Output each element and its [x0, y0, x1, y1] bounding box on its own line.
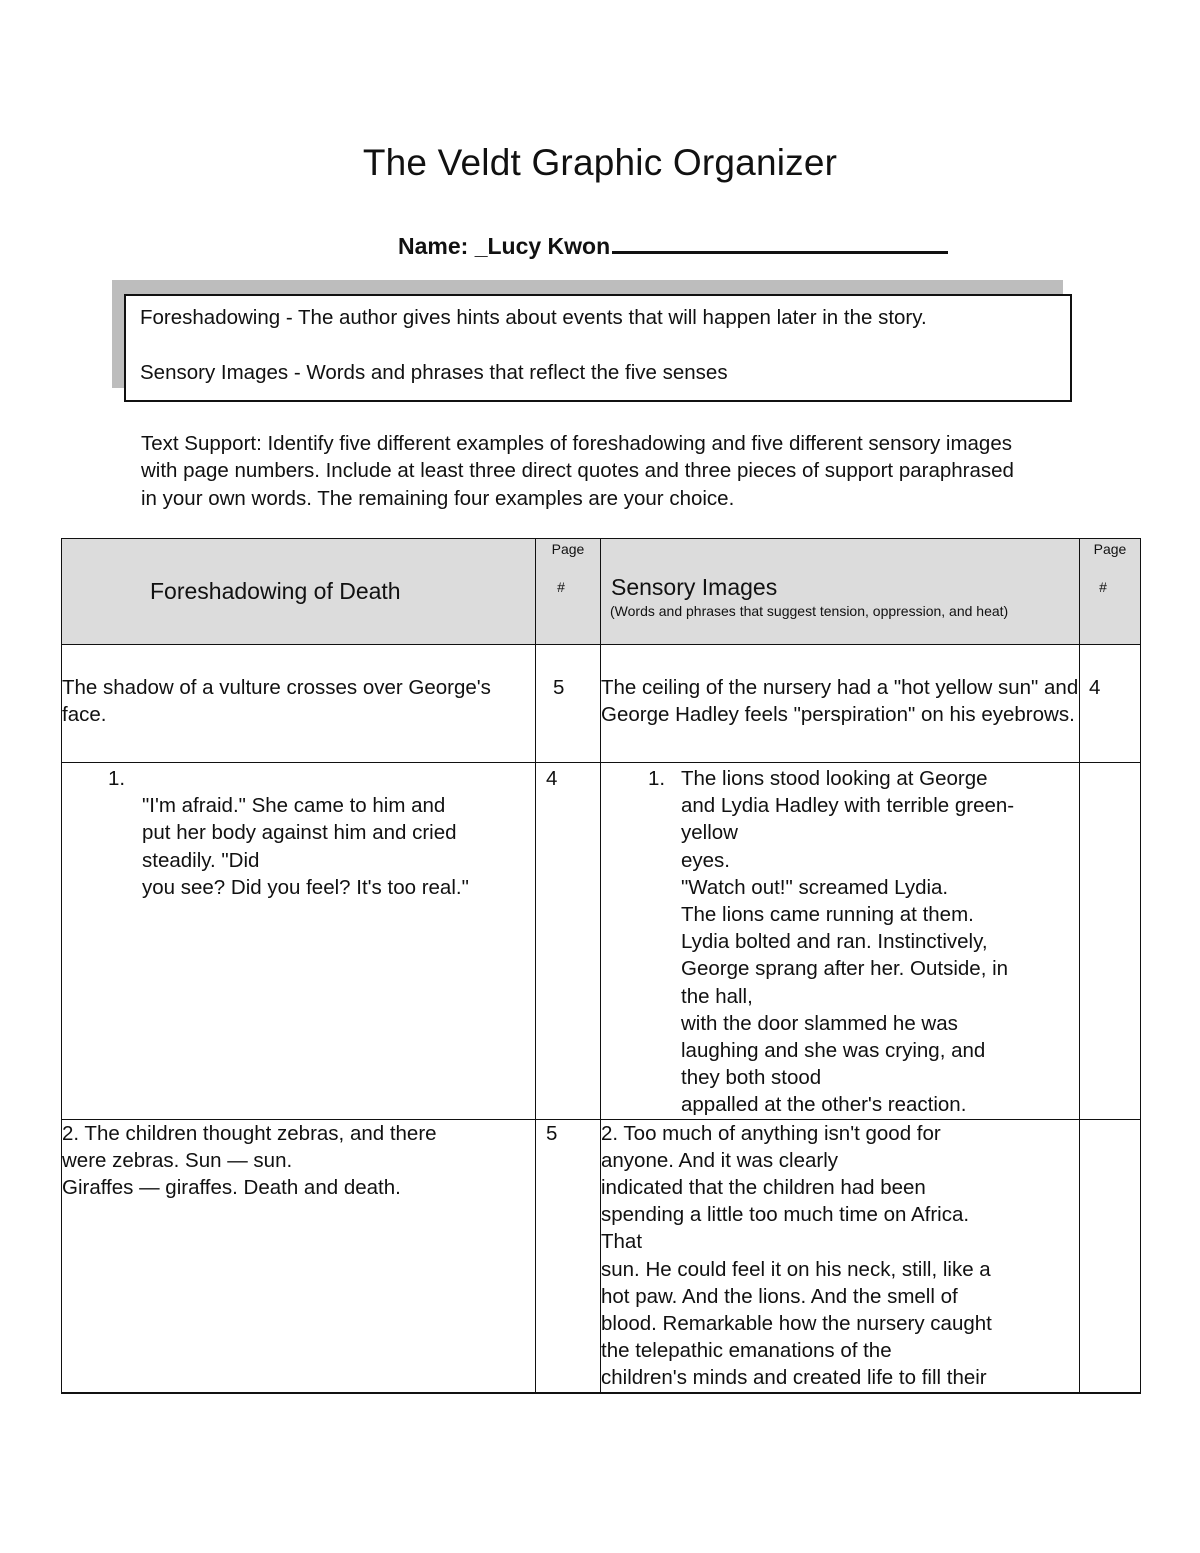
header-sensory-label: Sensory Images	[611, 574, 778, 600]
header-sensory	[601, 539, 1080, 645]
quote-line: with the door slammed he was	[681, 1011, 958, 1035]
quote-line: laughing and she was crying, and	[681, 1039, 986, 1063]
quote-line: they both stood	[681, 1066, 822, 1090]
quote-line: put her body against him and cried	[142, 821, 457, 845]
quote-line: blood. Remarkable how the nursery caught	[601, 1312, 992, 1336]
quote-line: 2. The children thought zebras, and there	[62, 1121, 437, 1145]
quote-line: anyone. And it was clearly	[601, 1148, 839, 1172]
foreshadowing-cell	[62, 763, 536, 1120]
quote-line: eyes.	[681, 848, 730, 872]
name-underline	[612, 251, 948, 254]
page-cell	[1080, 645, 1141, 763]
quote-line: 2. Too much of anything isn't good for	[601, 1121, 941, 1145]
name-field	[398, 233, 948, 260]
quote-line: steadily. "Did	[142, 848, 260, 872]
page-number: 5	[546, 1121, 558, 1145]
table-row	[62, 763, 1141, 1120]
header-sensory-note: (Words and phrases that suggest tension, oppression, and heat)	[610, 603, 1009, 619]
page-number: 4	[546, 767, 558, 790]
sensory-text: The ceiling of the nursery had a "hot yellow sun" and George Hadley feels "perspiration" on his eyebrows.	[601, 676, 1079, 727]
header-page-1	[536, 539, 601, 645]
foreshadowing-quote	[62, 792, 535, 901]
quote-line: indicated that the children had been	[601, 1176, 926, 1200]
quote-line: appalled at the other's reaction.	[681, 1093, 967, 1117]
quote-line: yellow	[681, 821, 738, 845]
sensory-cell	[601, 763, 1080, 1120]
quote-line: The lions came running at them.	[681, 903, 974, 927]
quote-line: you see? Did you feel? It's too real."	[142, 875, 469, 899]
foreshadowing-definition: Foreshadowing - The author gives hints about events that will happen later in the story.	[140, 306, 927, 329]
foreshadowing-cell	[62, 1119, 536, 1393]
quote-line: and Lydia Hadley with terrible green-	[681, 794, 1015, 818]
quote-line: sun. He could feel it on his neck, still, like a	[601, 1257, 991, 1281]
sensory-cell	[601, 645, 1080, 763]
sensory-cell	[601, 1119, 1080, 1393]
sensory-quote	[601, 765, 1079, 1119]
quote-line: hot paw. And the lions. And the smell of	[601, 1284, 958, 1308]
quote-line: The lions stood looking at George	[681, 767, 988, 790]
page-hash: #	[557, 579, 565, 595]
page-label: Page	[551, 541, 585, 557]
list-item	[648, 765, 1079, 792]
quote-line: Lydia bolted and ran. Instinctively,	[681, 930, 988, 954]
page-cell	[536, 1119, 601, 1393]
list-number: 1.	[108, 767, 126, 790]
quote-line: George sprang after her. Outside, in	[681, 957, 1009, 981]
organizer-table	[61, 538, 1141, 1394]
list-number: 1.	[648, 767, 666, 790]
foreshadowing-text	[62, 1120, 535, 1202]
quote-line: the telepathic emanations of the	[601, 1339, 892, 1363]
definition-box	[124, 294, 1072, 402]
sensory-definition: Sensory Images - Words and phrases that reflect the five senses	[140, 361, 728, 384]
table-row	[62, 645, 1141, 763]
table-header-row	[62, 539, 1141, 645]
page-cell	[536, 763, 601, 1120]
foreshadowing-cell	[62, 645, 536, 763]
page-title: The Veldt Graphic Organizer	[362, 142, 838, 183]
quote-line: spending a little too much time on Africa.	[601, 1203, 970, 1227]
quote-line: the hall,	[681, 984, 753, 1008]
page-hash: #	[1099, 579, 1107, 595]
page-number: 4	[1089, 676, 1101, 699]
page-number: 5	[553, 676, 565, 699]
quote-line: Giraffes — giraffes. Death and death.	[62, 1176, 401, 1200]
header-foreshadowing-label: Foreshadowing of Death	[150, 577, 401, 604]
page-cell	[1080, 763, 1141, 1120]
page-cell	[536, 645, 601, 763]
quote-line: "I'm afraid." She came to him and	[142, 794, 446, 818]
header-foreshadowing	[62, 539, 536, 645]
table-row	[62, 1119, 1141, 1393]
quote-line: were zebras. Sun — sun.	[62, 1148, 293, 1172]
name-label: Name: _Lucy Kwon	[398, 233, 611, 259]
quote-line: That	[601, 1230, 643, 1254]
instructions-text: Text Support: Identify five different examples of foreshadowing and five different sensory images with page numbers. Include at least three direct quotes and three pieces of support paraphrased in your own words. The remaining four examples are your choice.	[141, 432, 1014, 510]
page-label: Page	[1093, 541, 1127, 557]
header-page-2	[1080, 539, 1141, 645]
sensory-text	[601, 1120, 1079, 1392]
quote-line: children's minds and created life to fill their	[601, 1366, 987, 1390]
page-cell	[1080, 1119, 1141, 1393]
foreshadowing-text: The shadow of a vulture crosses over George's face.	[62, 676, 491, 727]
quote-line: "Watch out!" screamed Lydia.	[681, 875, 949, 899]
